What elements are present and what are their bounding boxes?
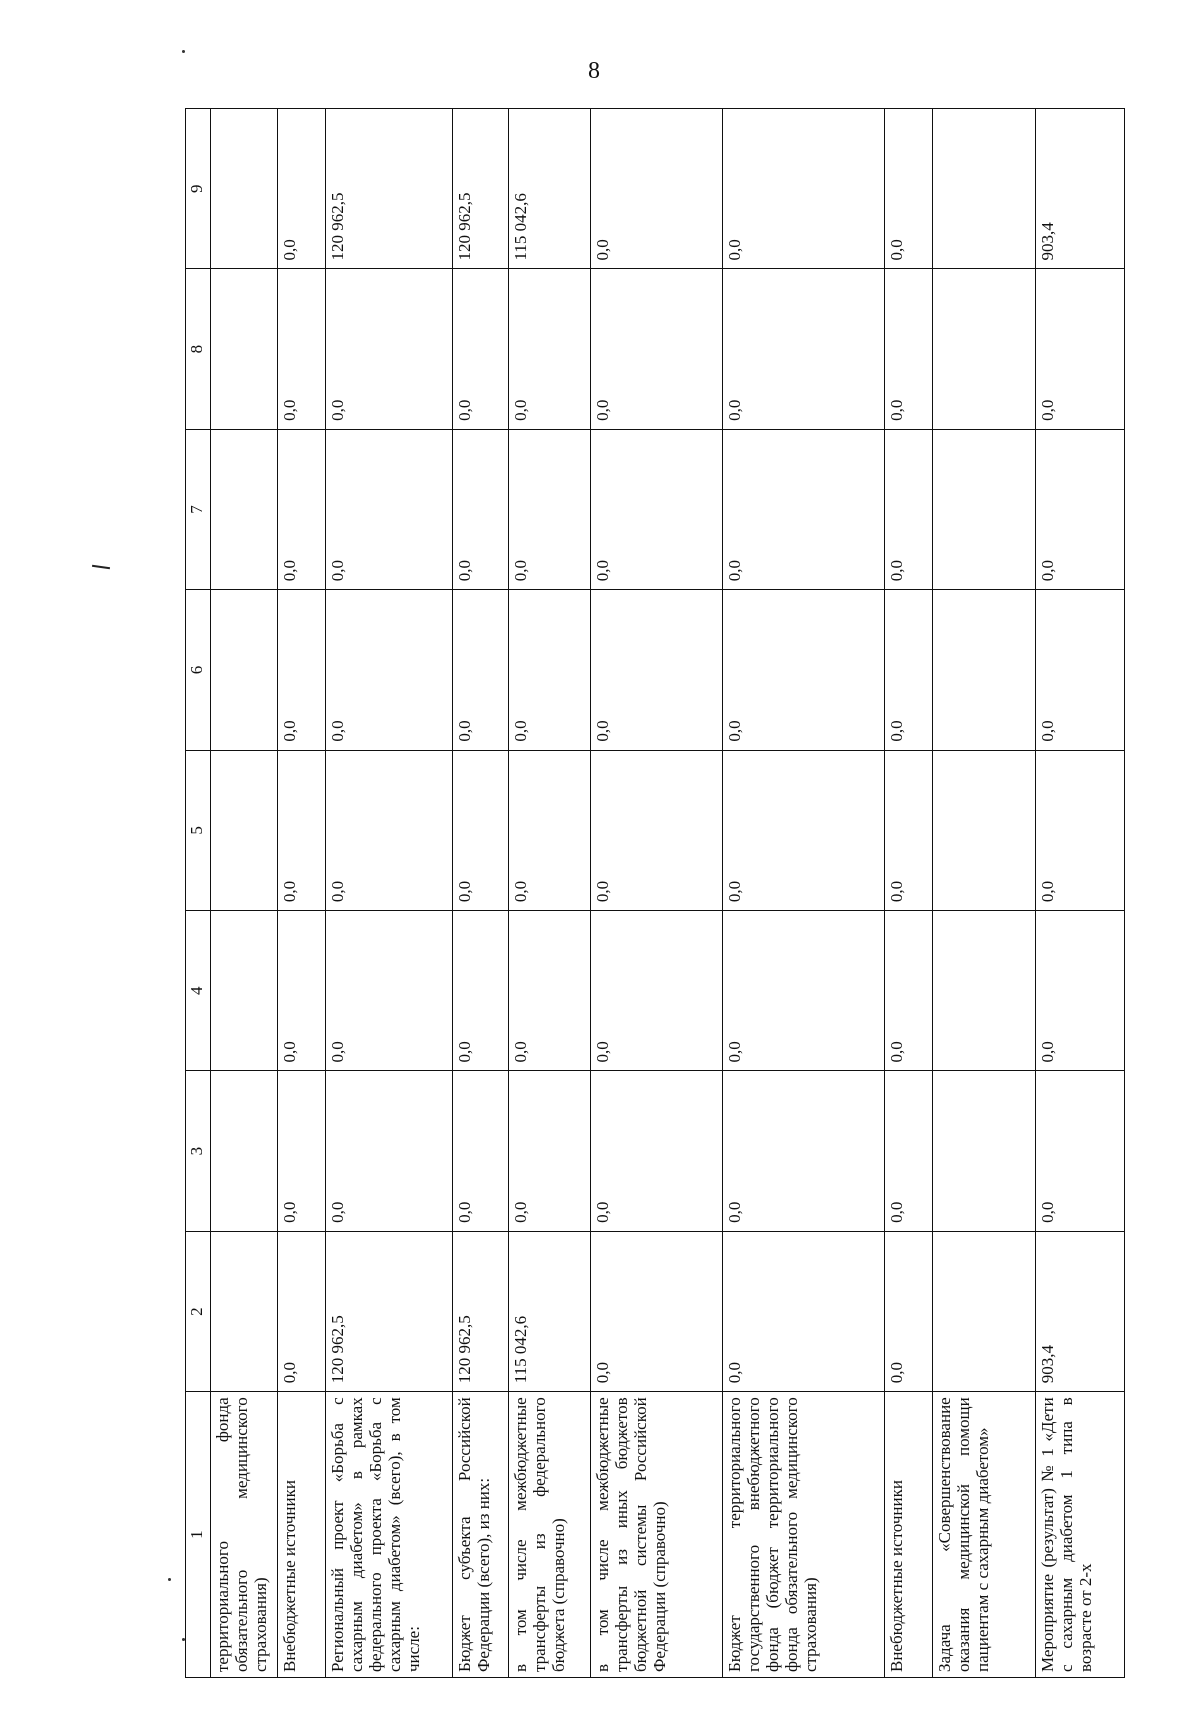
- cell-value: 115 042,6: [509, 1231, 591, 1391]
- cell-value: 0,0: [277, 1231, 325, 1391]
- cell-value: [932, 269, 1036, 429]
- column-header: 3: [186, 1071, 211, 1231]
- cell-value: 0,0: [1036, 590, 1125, 750]
- cell-value: 903,4: [1036, 109, 1125, 269]
- row-label: в том числе межбюджетные трансферты из федерального бюджета (справочно): [509, 1392, 591, 1678]
- cell-value: 0,0: [723, 1231, 885, 1391]
- cell-value: [211, 1071, 278, 1231]
- cell-value: 0,0: [591, 269, 723, 429]
- cell-value: [932, 911, 1036, 1071]
- cell-value: [211, 1231, 278, 1391]
- cell-value: 0,0: [325, 750, 452, 910]
- cell-value: 0,0: [1036, 750, 1125, 910]
- cell-value: 0,0: [885, 109, 933, 269]
- page-number: 8: [588, 58, 600, 84]
- scan-mark: [92, 565, 110, 569]
- table-row: [509, 109, 591, 1678]
- cell-value: 0,0: [277, 269, 325, 429]
- cell-value: [211, 429, 278, 589]
- budget-table: [185, 108, 1125, 1678]
- cell-value: 0,0: [885, 269, 933, 429]
- column-header: 1: [186, 1392, 211, 1678]
- row-label: Региональный проект «Борьба с сахарным диабетом» в рамках федерального проекта «Борьба с сахарным диабетом» (всего), в том числе:: [325, 1392, 452, 1678]
- cell-value: 120 962,5: [452, 1231, 508, 1391]
- cell-value: 0,0: [509, 269, 591, 429]
- cell-value: 0,0: [1036, 911, 1125, 1071]
- cell-value: [211, 109, 278, 269]
- cell-value: 0,0: [723, 269, 885, 429]
- cell-value: 0,0: [325, 590, 452, 750]
- table-container: [185, 108, 1125, 1678]
- table-row: [1036, 109, 1125, 1678]
- cell-value: 0,0: [1036, 269, 1125, 429]
- cell-value: 0,0: [885, 1231, 933, 1391]
- cell-value: 0,0: [325, 269, 452, 429]
- cell-value: [211, 590, 278, 750]
- table-row: [885, 109, 933, 1678]
- cell-value: 0,0: [591, 911, 723, 1071]
- cell-value: 0,0: [885, 911, 933, 1071]
- cell-value: 0,0: [591, 590, 723, 750]
- cell-value: 0,0: [277, 911, 325, 1071]
- cell-value: 0,0: [885, 429, 933, 589]
- cell-value: 0,0: [509, 750, 591, 910]
- cell-value: 0,0: [885, 1071, 933, 1231]
- row-label: Мероприятие (результат) № 1 «Дети с сахарным диабетом 1 типа в возрасте от 2-х: [1036, 1392, 1125, 1678]
- cell-value: 0,0: [452, 429, 508, 589]
- cell-value: 0,0: [885, 590, 933, 750]
- cell-value: [932, 1231, 1036, 1391]
- cell-value: 903,4: [1036, 1231, 1125, 1391]
- cell-value: [932, 109, 1036, 269]
- table-row: [723, 109, 885, 1678]
- cell-value: 0,0: [1036, 429, 1125, 589]
- cell-value: [932, 429, 1036, 589]
- cell-value: 0,0: [591, 750, 723, 910]
- cell-value: 0,0: [452, 911, 508, 1071]
- column-header: 4: [186, 911, 211, 1071]
- cell-value: 0,0: [452, 1071, 508, 1231]
- row-label: Бюджет территориального государственного внебюджетного фонда (бюджет территориального фонда обязательного медицинского страхования): [723, 1392, 885, 1678]
- cell-value: 0,0: [591, 429, 723, 589]
- column-header: 7: [186, 429, 211, 589]
- cell-value: 0,0: [277, 590, 325, 750]
- cell-value: 0,0: [1036, 1071, 1125, 1231]
- cell-value: 0,0: [723, 1071, 885, 1231]
- column-header: 8: [186, 269, 211, 429]
- cell-value: [932, 1071, 1036, 1231]
- row-label: Внебюджетные источники: [277, 1392, 325, 1678]
- table-row: [211, 109, 278, 1678]
- table-header-row: [186, 109, 211, 1678]
- cell-value: 0,0: [452, 590, 508, 750]
- cell-value: 0,0: [452, 269, 508, 429]
- cell-value: [932, 590, 1036, 750]
- table-row: [277, 109, 325, 1678]
- cell-value: [932, 750, 1036, 910]
- table-row: [932, 109, 1036, 1678]
- cell-value: 120 962,5: [325, 109, 452, 269]
- cell-value: 0,0: [509, 590, 591, 750]
- cell-value: 0,0: [509, 911, 591, 1071]
- cell-value: 120 962,5: [452, 109, 508, 269]
- scan-speck: [168, 1578, 171, 1581]
- cell-value: 0,0: [509, 1071, 591, 1231]
- cell-value: 120 962,5: [325, 1231, 452, 1391]
- column-header: 5: [186, 750, 211, 910]
- cell-value: 0,0: [723, 590, 885, 750]
- cell-value: 0,0: [277, 1071, 325, 1231]
- cell-value: [211, 750, 278, 910]
- cell-value: 0,0: [591, 1231, 723, 1391]
- cell-value: 0,0: [509, 429, 591, 589]
- column-header: 9: [186, 109, 211, 269]
- row-label: Задача «Совершенствование оказания медицинской помощи пациентам с сахарным диабетом»: [932, 1392, 1036, 1678]
- cell-value: [211, 911, 278, 1071]
- cell-value: 0,0: [723, 109, 885, 269]
- table-row: [325, 109, 452, 1678]
- cell-value: 0,0: [723, 429, 885, 589]
- cell-value: 0,0: [325, 911, 452, 1071]
- cell-value: 0,0: [325, 429, 452, 589]
- table-row: [591, 109, 723, 1678]
- column-header: 6: [186, 590, 211, 750]
- cell-value: [211, 269, 278, 429]
- cell-value: 115 042,6: [509, 109, 591, 269]
- column-header: 2: [186, 1231, 211, 1391]
- cell-value: 0,0: [591, 109, 723, 269]
- cell-value: 0,0: [325, 1071, 452, 1231]
- row-label: территориального фонда обязательного медицинского страхования): [211, 1392, 278, 1678]
- cell-value: 0,0: [452, 750, 508, 910]
- row-label: в том числе межбюджетные трансферты из иных бюджетов бюджетной системы Российской Федерации (справочно): [591, 1392, 723, 1678]
- scan-speck: [182, 50, 185, 53]
- row-label: Внебюджетные источники: [885, 1392, 933, 1678]
- cell-value: 0,0: [591, 1071, 723, 1231]
- cell-value: 0,0: [277, 109, 325, 269]
- cell-value: 0,0: [885, 750, 933, 910]
- cell-value: 0,0: [277, 750, 325, 910]
- row-label: Бюджет субъекта Российской Федерации (всего), из них:: [452, 1392, 508, 1678]
- table-row: [452, 109, 508, 1678]
- cell-value: 0,0: [723, 911, 885, 1071]
- cell-value: 0,0: [277, 429, 325, 589]
- cell-value: 0,0: [723, 750, 885, 910]
